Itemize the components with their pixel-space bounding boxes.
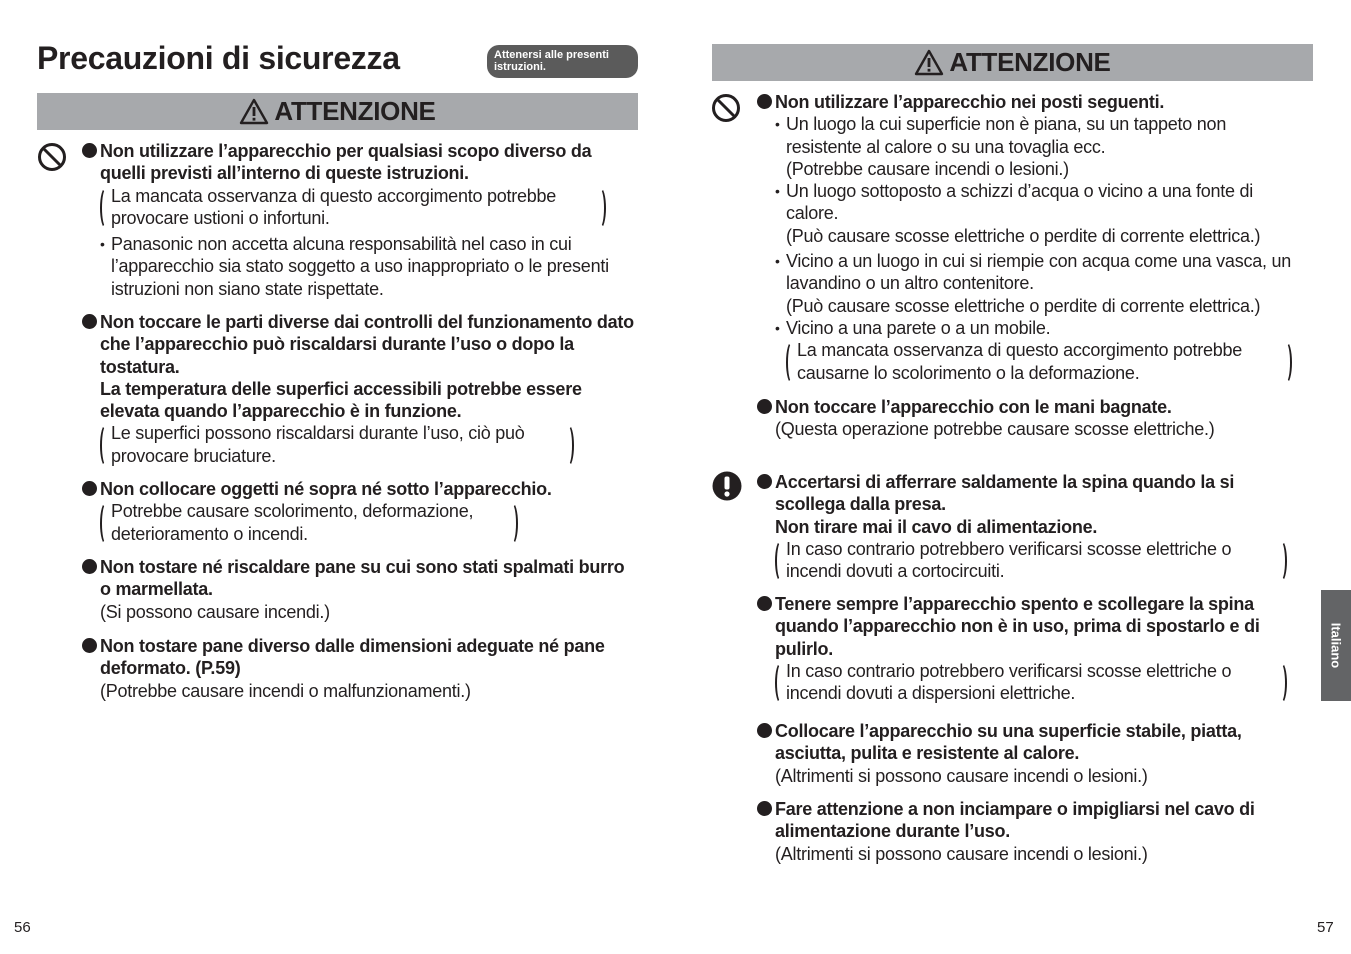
location-text: • Vicino a un luogo in cui si riempie con acqua come una vasca, un lavandino o un altro contenitore.: [786, 251, 1291, 294]
mandatory-heading: Fare attenzione a non inciampare o impigliarsi nel cavo di alimentazione durante l’uso.: [775, 799, 1255, 842]
warning-item: [82, 635, 638, 702]
bullet: [82, 638, 97, 653]
warning-heading: Non collocare oggetti né sopra né sotto l’apparecchio.: [100, 479, 552, 499]
warning-item: [82, 140, 638, 300]
bullet: [757, 94, 772, 109]
warning-item: [82, 311, 638, 467]
prohibited-icon: [37, 142, 67, 172]
bullet: [757, 596, 772, 611]
mandatory-heading: Accertarsi di afferrare saldamente la spina quando la si scollega dalla presa.: [775, 472, 1235, 515]
attention-header: [712, 44, 1313, 81]
mandatory-text: (Altrimenti si possono causare incendi o lesioni.): [775, 765, 1148, 786]
mandatory-item: [757, 471, 1317, 582]
location-subitem: [775, 180, 1306, 247]
bullet: [82, 314, 97, 329]
mandatory-item: [757, 593, 1317, 704]
location-text: • Vicino a una parete o a un mobile.: [786, 317, 1051, 338]
bullet: [757, 399, 772, 414]
warning-heading: Non toccare le parti diverse dai controlli del funzionamento dato che l’apparecchio può riscaldarsi durante l’uso o dopo la tostatura.: [100, 312, 634, 377]
right-page: [676, 0, 1351, 954]
location-subitem: [775, 113, 1306, 180]
mandatory-item: [757, 798, 1317, 865]
warning-heading: Non tostare né riscaldare pane su cui sono stati spalmati burro o marmellata.: [100, 557, 625, 600]
warning-triangle-icon: [239, 98, 269, 125]
warning-text: (Si possono causare incendi.): [100, 601, 330, 622]
mandatory-heading-secondary: Non tirare mai il cavo di alimentazione.: [775, 516, 1098, 537]
warning-heading: Non utilizzare l’apparecchio nei posti seguenti.: [775, 92, 1165, 112]
instructions-badge: Attenersi alle presenti istruzioni.: [487, 45, 638, 78]
mandatory-text: (Altrimenti si possono causare incendi o lesioni.): [775, 843, 1148, 864]
mandatory-heading: Collocare l’apparecchio su una superficie stabile, piatta, asciutta, pulita e resistente al calore.: [775, 721, 1242, 764]
page-title: Precauzioni di sicurezza: [37, 40, 400, 76]
mandatory-item: [757, 720, 1317, 787]
warning-item: [757, 91, 1317, 384]
mandatory-note: In caso contrario potrebbero verificarsi scosse elettriche o incendi dovuti a dispersioni elettriche.: [775, 660, 1287, 705]
warning-text: (Questa operazione potrebbe causare scosse elettriche.): [775, 419, 1215, 440]
attention-header: [37, 93, 638, 130]
warning-heading: Non toccare l’apparecchio con le mani bagnate.: [775, 397, 1172, 417]
location-text: • Un luogo la cui superficie non è piana, su un tappeto non resistente al calore o su una tovaglia ecc.: [786, 114, 1227, 157]
location-reason: (Può causare scosse elettriche o perdite di corrente elettrica.): [786, 225, 1261, 246]
prohibited-icon: [711, 93, 741, 123]
warning-item: [757, 396, 1317, 441]
warning-heading: Non utilizzare l’apparecchio per qualsiasi scopo diverso da quelli previsti all’interno di queste istruzioni.: [100, 141, 592, 184]
warning-text: (Potrebbe causare incendi o malfunzionamenti.): [100, 680, 471, 701]
location-text: • Un luogo sottoposto a schizzi d’acqua o vicino a una fonte di calore.: [786, 181, 1254, 224]
location-subitem: [775, 317, 1306, 384]
attention-header-label: ATTENZIONE: [949, 47, 1111, 77]
location-subitem: [775, 250, 1316, 317]
language-tab-label: Italiano: [1328, 622, 1344, 669]
warning-heading: Non tostare pane diverso dalle dimensioni adeguate né pane deformato. (P.59): [100, 636, 605, 679]
warning-heading-secondary: La temperatura delle superfici accessibili potrebbe essere elevata quando l’apparecchio è in funzione.: [100, 378, 582, 422]
bullet: [82, 143, 97, 158]
location-reason: (Potrebbe causare incendi o lesioni.): [786, 158, 1069, 179]
mandatory-note: In caso contrario potrebbero verificarsi scosse elettriche o incendi dovuti a cortocircuiti.: [775, 538, 1287, 583]
language-tab: [1321, 590, 1351, 701]
bullet: [757, 801, 772, 816]
attention-header-label: ATTENZIONE: [274, 96, 436, 126]
warning-item: [82, 478, 638, 545]
bullet: [757, 723, 772, 738]
location-reason: (Può causare scosse elettriche o perdite di corrente elettrica.): [786, 295, 1261, 316]
warning-item: [82, 556, 638, 623]
warning-note: Potrebbe causare scolorimento, deformazione, deterioramento o incendi.: [100, 500, 518, 545]
mandatory-icon: [712, 471, 742, 501]
page-number: 56: [14, 919, 31, 936]
bullet: [757, 474, 772, 489]
warning-note: Le superfici possono riscaldarsi durante l’uso, ciò può provocare bruciature.: [100, 422, 574, 467]
mandatory-heading: Tenere sempre l’apparecchio spento e scollegare la spina quando l’apparecchio non è in uso, prima di spostarlo e di pulirlo.: [775, 594, 1260, 659]
bullet: [82, 481, 97, 496]
bullet: [82, 559, 97, 574]
page-number: 57: [1317, 919, 1334, 936]
location-note: La mancata osservanza di questo accorgimento potrebbe causarne lo scolorimento o la deformazione.: [786, 339, 1292, 384]
warning-triangle-icon: [914, 49, 944, 76]
warning-note: La mancata osservanza di questo accorgimento potrebbe provocare ustioni o infortuni.: [100, 185, 606, 230]
warning-subnote: • Panasonic non accetta alcuna responsabilità nel caso in cui l’apparecchio sia stato soggetto a uso inappropriato o le presenti istruzioni non siano state rispettate.: [100, 233, 616, 300]
